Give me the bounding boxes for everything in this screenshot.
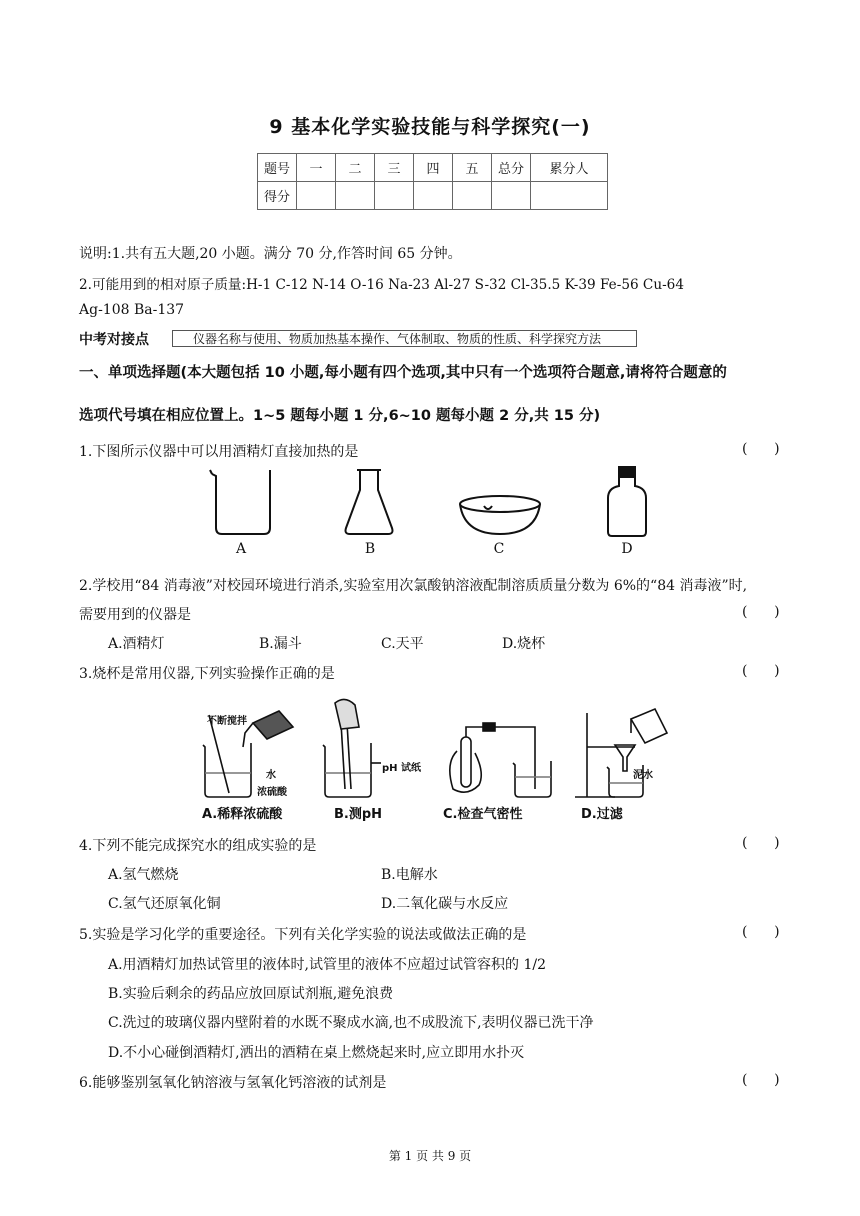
score-input-cell[interactable] [492,182,531,210]
key-points-box: 仪器名称与使用、物质加热基本操作、气体制取、物质的性质、科学探究方法 [172,330,637,347]
answer-paren[interactable]: ( ) [742,441,780,457]
score-cell: 四 [414,154,453,182]
option-c[interactable]: C.氢气还原氧化铜 [108,896,221,912]
score-cell: 一 [297,154,336,182]
option-b[interactable]: B.漏斗 [259,636,302,652]
score-table-score-row [258,182,608,210]
figure-label: D.过滤 [581,807,623,822]
evaporating-dish-icon [460,496,540,534]
filtration-setup-icon [575,709,667,797]
option-b[interactable]: B.实验后剩余的药品应放回原试剂瓶,避免浪费 [108,986,394,1002]
score-cell: 题号 [258,154,297,182]
page-footer: 第 1 页 共 9 页 [388,1149,472,1163]
annotation-muddy-water: 泥水 [633,770,653,781]
answer-paren[interactable]: ( ) [742,924,780,940]
score-input-cell[interactable] [297,182,336,210]
question-5-stem: 5.实验是学习化学的重要途径。下列有关化学实验的说法或做法正确的是 [79,927,527,943]
ph-test-icon [323,699,381,797]
score-cell: 三 [375,154,414,182]
figure-label: C.检查气密性 [443,807,523,822]
option-b[interactable]: B.电解水 [381,867,438,883]
option-a[interactable]: A.用酒精灯加热试管里的液体时,试管里的液体不应超过试管容积的 1/2 [108,957,546,973]
figure-label: A [235,541,247,557]
section-heading-line-1: 一、单项选择题(本大题包括 10 小题,每小题有四个选项,其中只有一个选项符合题意,请将符合题意的 [79,365,727,381]
score-cell: 得分 [258,182,297,210]
question-2-stem-line-2: 需要用到的仪器是 [79,607,191,623]
option-d[interactable]: D.不小心碰倒酒精灯,洒出的酒精在桌上燃烧起来时,应立即用水扑灭 [108,1045,525,1061]
q1-figure [200,462,660,544]
score-input-cell[interactable] [453,182,492,210]
figure-label: A.稀释浓硫酸 [202,807,283,822]
airtightness-check-icon [450,723,551,797]
annotation-stir: 不断搅拌 [207,716,247,727]
key-points-label: 中考对接点 [79,332,149,348]
page-title: 9 基本化学实验技能与科学探究(一) [269,116,591,138]
annotation-acid: 浓硫酸 [257,787,287,798]
beaker-icon [210,470,270,534]
question-4-stem: 4.下列不能完成探究水的组成实验的是 [79,838,317,854]
score-table-header-row [258,154,608,182]
score-input-cell[interactable] [336,182,375,210]
option-c[interactable]: C.洗过的玻璃仪器内壁附着的水既不聚成水滴,也不成股流下,表明仪器已洗干净 [108,1015,594,1031]
figure-label: B.测pH [334,807,383,822]
notes-line-1: 说明:1.共有五大题,20 小题。满分 70 分,作答时间 65 分钟。 [79,246,462,262]
option-c[interactable]: C.天平 [381,636,424,652]
conical-flask-icon [346,470,393,534]
figure-label: D [621,541,633,557]
question-3-stem: 3.烧杯是常用仪器,下列实验操作正确的是 [79,666,335,682]
score-input-cell[interactable] [375,182,414,210]
option-a[interactable]: A.酒精灯 [108,636,165,652]
score-cell: 二 [336,154,375,182]
notes-line-3: Ag-108 Ba-137 [79,302,185,318]
score-input-cell[interactable] [531,182,608,210]
answer-paren[interactable]: ( ) [742,1072,780,1088]
score-cell: 累分人 [531,154,608,182]
figure-label: B [364,541,376,557]
score-table [257,153,608,210]
figure-label: C [493,541,505,557]
section-heading-line-2: 选项代号填在相应位置上。1~5 题每小题 1 分,6~10 题每小题 2 分,共 15 分) [79,408,601,424]
reagent-bottle-icon [608,466,646,536]
option-d[interactable]: D.二氧化碳与水反应 [381,896,509,912]
annotation-ph-paper: pH 试纸 [382,763,422,774]
annotation-water: 水 [266,770,276,781]
question-6-stem: 6.能够鉴别氢氧化钠溶液与氢氧化钙溶液的试剂是 [79,1075,387,1091]
score-cell: 总分 [492,154,531,182]
score-input-cell[interactable] [414,182,453,210]
question-1-stem: 1.下图所示仪器中可以用酒精灯直接加热的是 [79,444,359,460]
option-d[interactable]: D.烧杯 [502,636,546,652]
option-a[interactable]: A.氢气燃烧 [108,867,179,883]
question-2-stem-line-1: 2.学校用“84 消毒液”对校园环境进行消杀,实验室用次氯酸钠溶液配制溶质质量分数为 6%的“84 消毒液”时, [79,578,748,594]
answer-paren[interactable]: ( ) [742,835,780,851]
score-cell: 五 [453,154,492,182]
answer-paren[interactable]: ( ) [742,663,780,679]
answer-paren[interactable]: ( ) [742,604,780,620]
notes-line-2: 2.可能用到的相对原子质量:H-1 C-12 N-14 O-16 Na-23 Al-27 S-32 Cl-35.5 K-39 Fe-56 Cu-64 [79,277,684,293]
